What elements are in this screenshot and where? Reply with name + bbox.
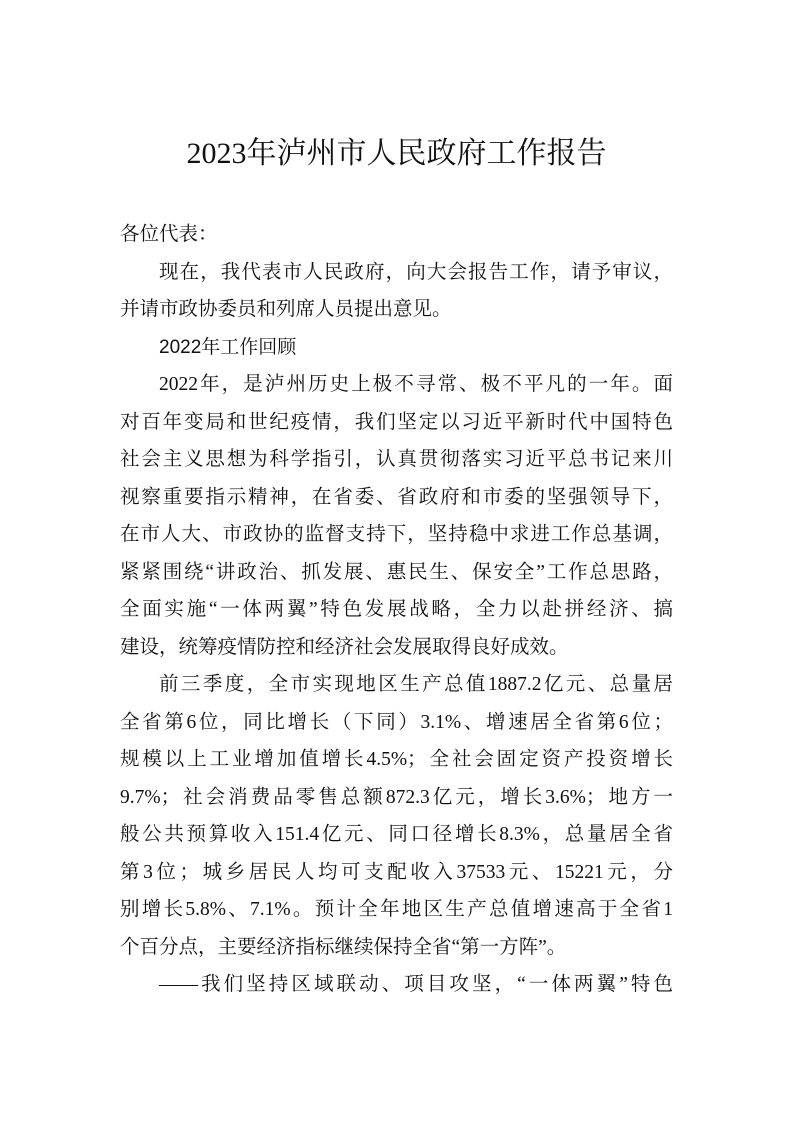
text-line: 前三季度，全市实现地区生产总值1887.2亿元、总量居 bbox=[159, 674, 673, 695]
text-line: 对百年变局和世纪疫情，我们坚定以习近平新时代中国特色 bbox=[120, 411, 673, 433]
text-line: 紧紧围绕“讲政治、抓发展、惠民生、保安全”工作总思路， bbox=[120, 561, 673, 583]
section-heading: 2022年工作回顾 bbox=[159, 336, 297, 358]
text-line: 第3位；城乡居民人均可支配收入37533元、15221元，分 bbox=[120, 861, 673, 883]
text-line: 建设，统筹疫情防控和经济社会发展取得良好成效。 bbox=[120, 636, 569, 658]
salutation: 各位代表： bbox=[120, 224, 218, 245]
text-line: 9.7%；社会消费品零售总额872.3亿元，增长3.6%；地方一 bbox=[120, 786, 673, 808]
text-line: 现在，我代表市人民政府，向大会报告工作，请予审议， bbox=[159, 261, 673, 283]
text-line: 别增长5.8%、7.1%。预计全年地区生产总值增速高于全省1 bbox=[120, 899, 673, 920]
text-line: 规模以上工业增加值增长4.5%；全社会固定资产投资增长 bbox=[120, 749, 673, 770]
document-body bbox=[120, 216, 673, 1004]
text-line: ——我们坚持区域联动、项目攻坚，“一体两翼”特色 bbox=[159, 974, 673, 995]
text-line: 全省第6位，同比增长（下同）3.1%、增速居全省第6位； bbox=[120, 711, 673, 733]
paragraph-overview bbox=[120, 366, 673, 666]
paragraph-intro bbox=[120, 254, 673, 329]
text-line: 在市人大、市政协的监督支持下，坚持稳中求进工作总基调， bbox=[120, 524, 673, 545]
document-title: 2023年泸州市人民政府工作报告 bbox=[186, 137, 607, 170]
text-line: 并请市政协委员和列席人员提出意见。 bbox=[120, 299, 452, 320]
text-line: 个百分点，主要经济指标继续保持全省“第一方阵”。 bbox=[120, 936, 567, 958]
text-line: 视察重要指示精神，在省委、省政府和市委的坚强领导下， bbox=[120, 486, 673, 508]
text-line: 社会主义思想为科学指引，认真贯彻落实习近平总书记来川 bbox=[120, 449, 673, 470]
paragraph-economic-indicators bbox=[120, 666, 673, 966]
text-line: 全面实施“一体两翼”特色发展战略，全力以赴拼经济、搞 bbox=[120, 599, 673, 620]
text-line: 般公共预算收入151.4亿元、同口径增长8.3%，总量居全省 bbox=[120, 824, 673, 845]
paragraph-regional bbox=[120, 966, 673, 1004]
text-line: 2022年，是泸州历史上极不寻常、极不平凡的一年。面 bbox=[159, 374, 673, 395]
